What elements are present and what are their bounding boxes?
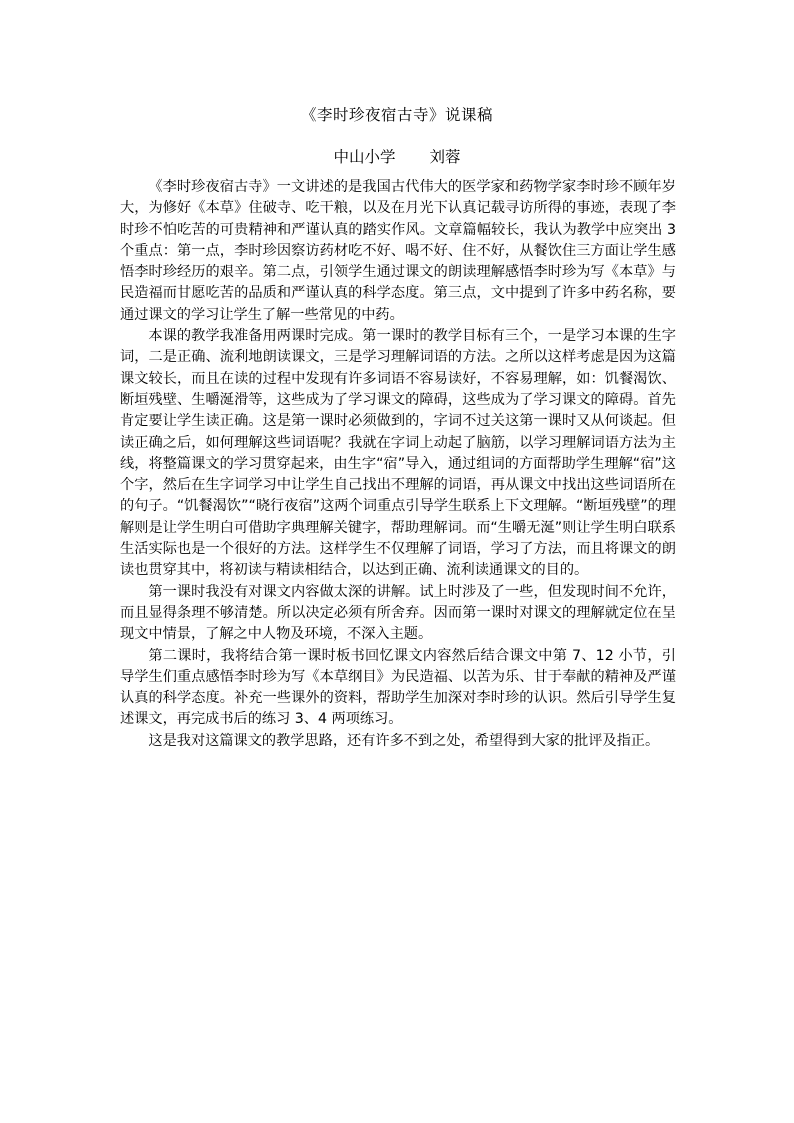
paragraph: 第一课时我没有对课文内容做太深的讲解。试上时涉及了一些，但发现时间不允许，而且显得条理不够清楚。所以决定必须有所舍弃。因而第一课时对课文的理解就定位在呈现文中情景，了解之中人物及环境，不深入主题。 bbox=[120, 583, 676, 643]
paragraph: 第二课时，我将结合第一课时板书回忆课文内容然后结合课文中第 7、12 小节，引导学生们重点感悟李时珍为写《本草纲目》为民造福、以苦为乐、甘于奉献的精神及严谨认真的科学态度。补充一些课外的资料，帮助学生加深对李时珍的认识。然后引导学生复述课文，再完成书后的练习 3、4 两项练习。 bbox=[120, 647, 676, 728]
paragraph: 《李时珍夜宿古寺》一文讲述的是我国古代伟大的医学家和药物学家李时珍不顾年岁大，为修好《本草》住破寺、吃干粮，以及在月光下认真记载寻访所得的事迹，表现了李时珍不怕吃苦的可贵精神和严谨认真的踏实作风。文章篇幅较长，我认为教学中应突出 3 个重点：第一点，李时珍因察访药材吃不好、喝不好、住不好，从餐饮住三方面让学生感悟李时珍经历的艰辛。第二点，引领学生通过课文的朗读理解感悟李时珍为写《本草》与民造福而甘愿吃苦的品质和严谨认真的科学态度。第三点，文中提到了许多中药名称，要通过课文的学习让学生了解一些常见的中药。 bbox=[120, 179, 676, 323]
body-text bbox=[120, 177, 676, 752]
author-name: 刘蓉 bbox=[429, 148, 461, 166]
paragraph: 这是我对这篇课文的教学思路，还有许多不到之处，希望得到大家的批评及指正。 bbox=[148, 732, 660, 749]
school-name: 中山小学 bbox=[333, 148, 396, 166]
document-title: 《李时珍夜宿古寺》说课稿 bbox=[300, 106, 493, 124]
byline bbox=[0, 146, 794, 168]
paragraph: 本课的教学我准备用两课时完成。第一课时的教学目标有三个，一是学习本课的生字词，二是正确、流利地朗读课文，三是学习理解词语的方法。之所以这样考虑是因为这篇课文较长，而且在读的过程中发现有许多词语不容易读好，不容易理解，如：饥餐渴饮、断垣残壁、生嚼涎滑等，这些成为了学习课文的障碍，这些成为了学习课文的障碍。首先肯定要让学生读正确。这是第一课时必须做到的，字词不过关这第一课时又从何谈起。但读正确之后，如何理解这些词语呢？我就在字词上动起了脑筋，以学习理解词语方法为主线，将整篇课文的学习贯穿起来，由生字“宿”导入，通过组词的方面帮助学生理解“宿”这个字，然后在生字词学习中让学生自己找出不理解的词语，再从课文中找出这些词语所在的句子。“饥餐渴饮”“晓行夜宿”这两个词重点引导学生联系上下文理解。“断垣残壁”的理解则是让学生明白可借助字典理解关键字，帮助理解词。而“生嚼无涎”则让学生明白联系生活实际也是一个很好的方法。这样学生不仅理解了词语，学习了方法，而且将课文的朗读也贯穿其中，将初读与精读相结合，以达到正确、流利读通课文的目的。 bbox=[120, 328, 676, 579]
